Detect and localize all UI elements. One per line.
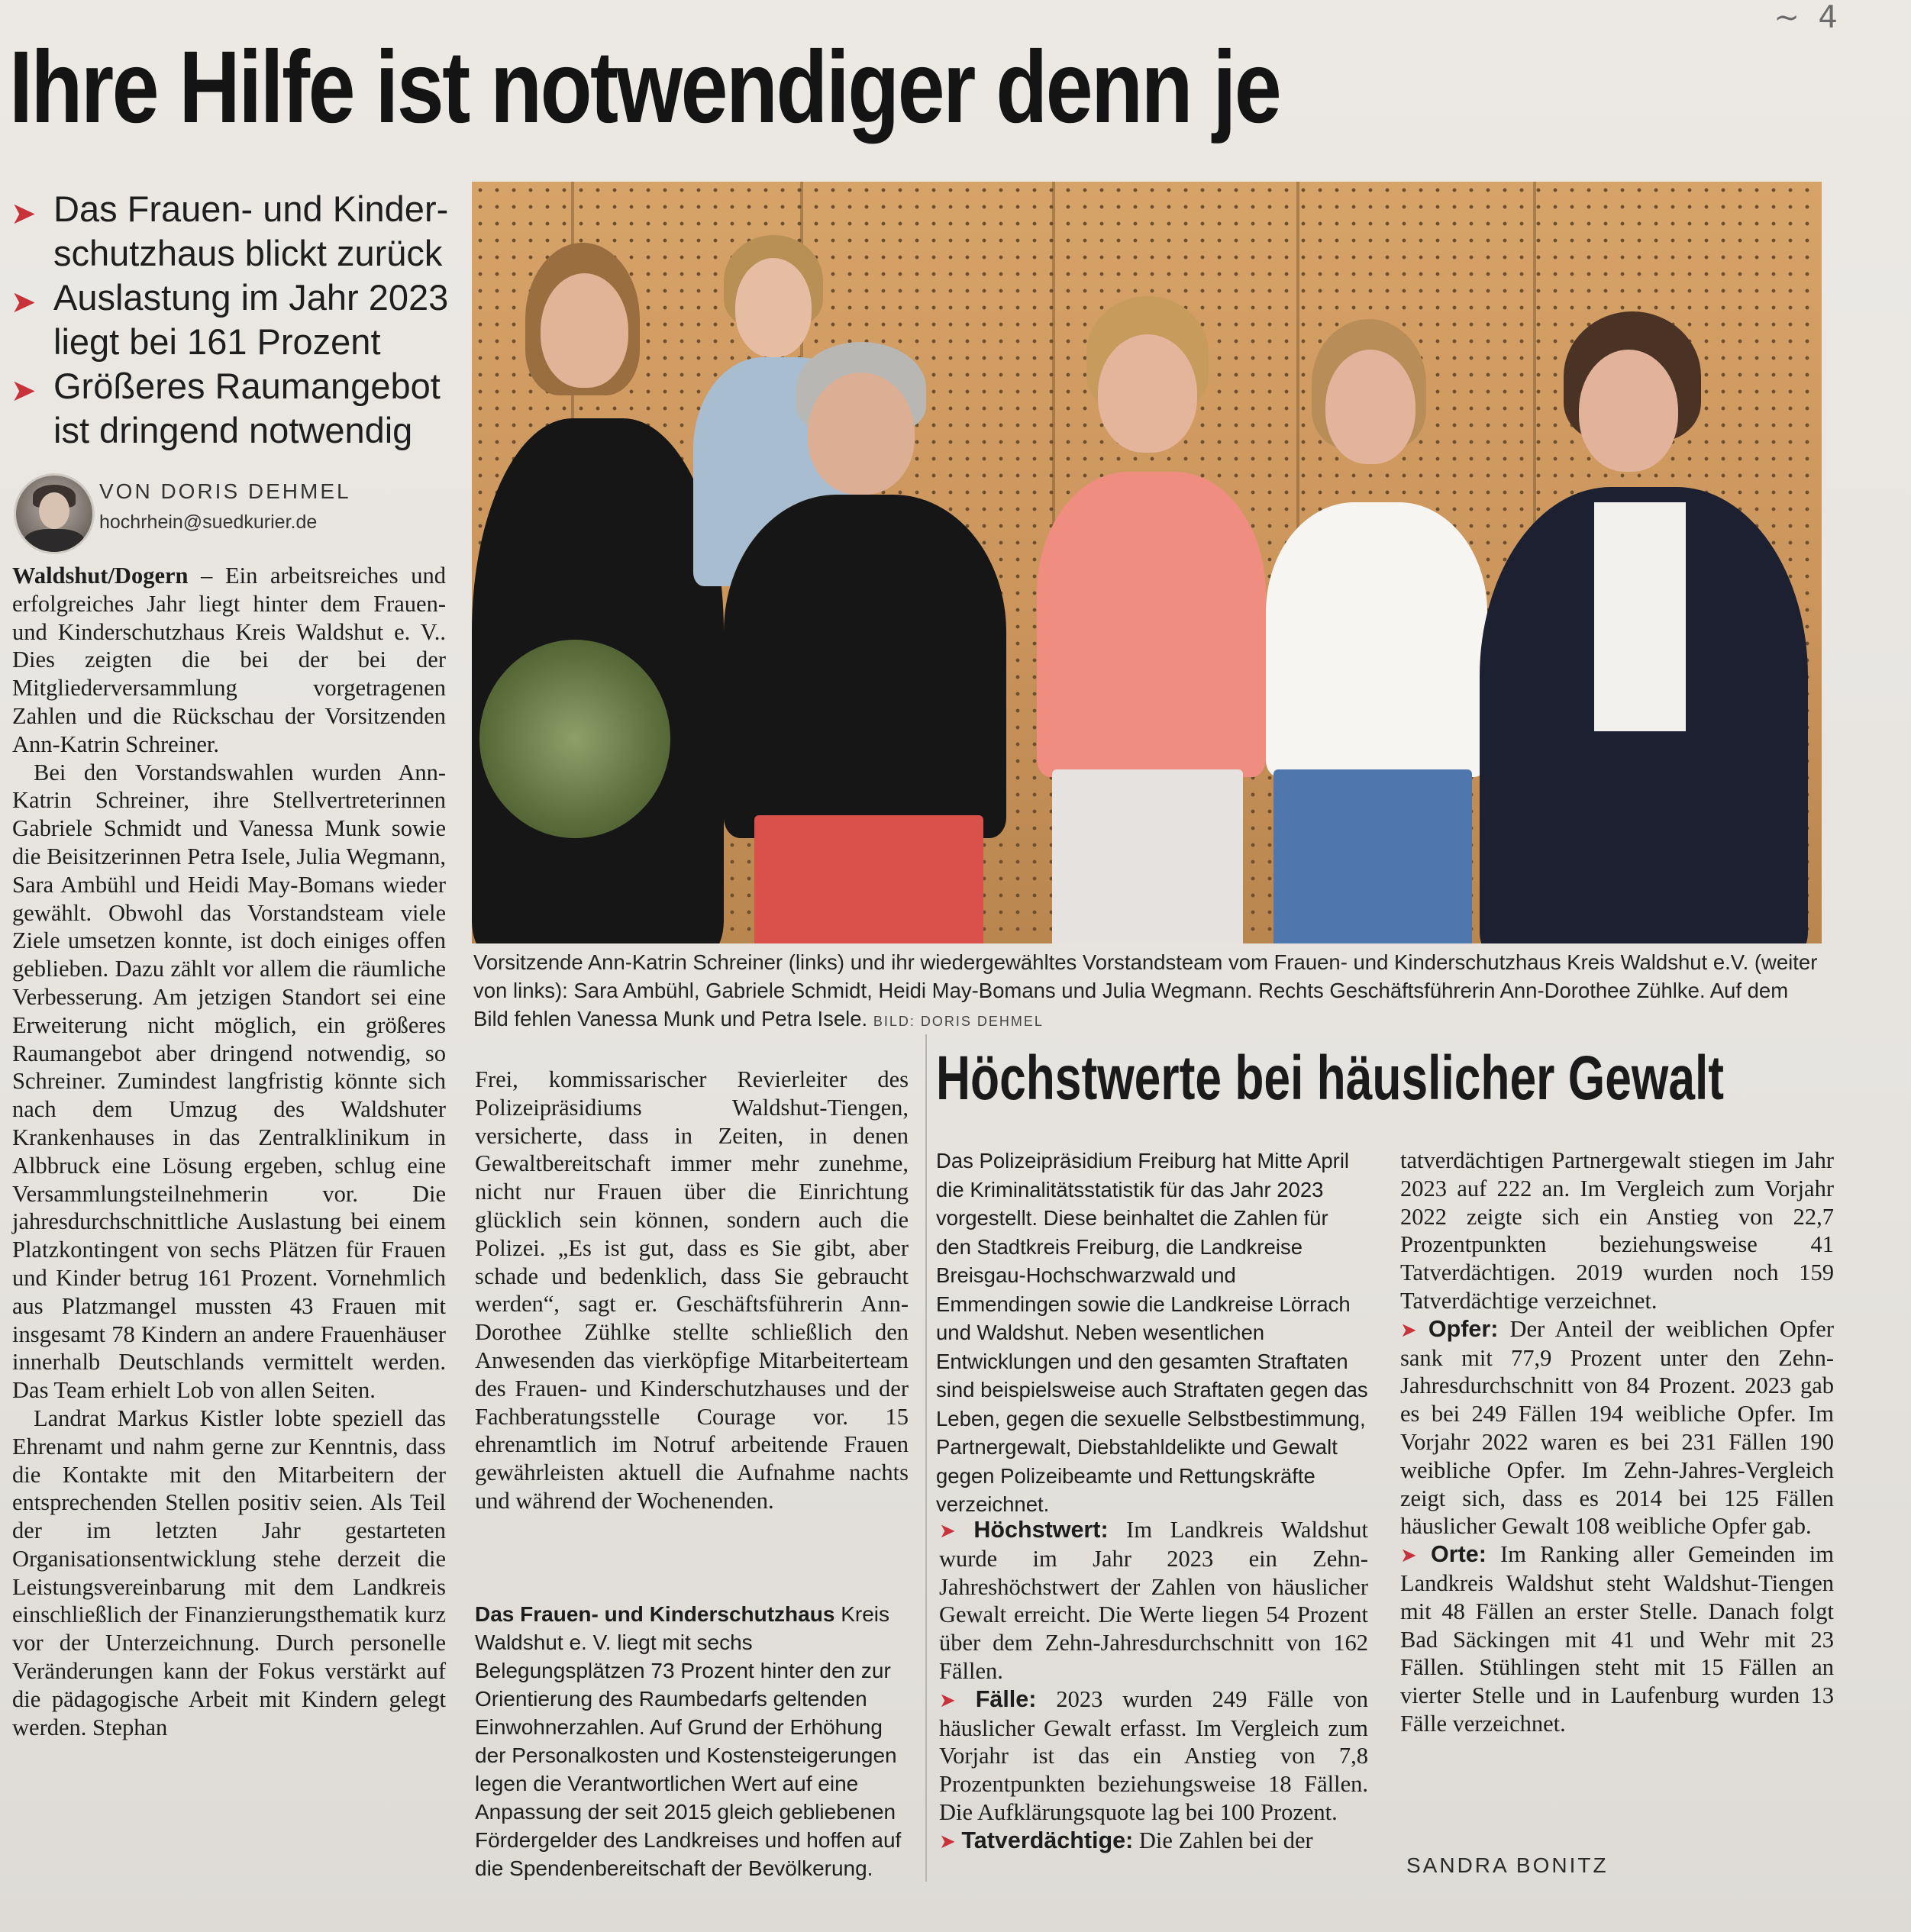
sidebar-intro: Das Polizeipräsidium Freiburg hat Mitte April die Kriminalitätsstatistik für das Jahr 2023 vorgestellt. Diese beinhaltet die Zahlen für den Stadtkreis Freiburg, die Landkreise Breisgau-Hochschwarzwald und Emmendingen sowie die Landkreise Lörrach und Waldshut. Neben wesentlichen Entwicklungen und den gesamten Straftaten sind beispielsweise auch Straftaten gegen das Leben, gegen die sexuelle Selbstbestimmung, Partnergewalt, Diebstahldelikte und Gewalt gegen Polizeibeamte und Rettungskräfte verzeichnet. (936, 1149, 1368, 1516)
arrow-icon: ➤ (1400, 1543, 1417, 1567)
arrow-icon: ➤ (1400, 1318, 1417, 1341)
author-avatar (14, 473, 95, 554)
article-headline: Ihre Hilfe ist notwendiger denn je (9, 31, 1280, 144)
byline-email: hochrhein@suedkurier.de (99, 511, 318, 533)
paragraph: tatverdächtigen Partnergewalt stiegen im Jahr 2023 auf 222 an. Im Vergleich zum Vorjahr 2022 zeigte sich ein Anstieg von 22,7 Prozentpunkten beziehungsweise 41 Tatverdächtigen. 2019 wurden noch 159 Tatverdächtige verzeichnet. (1400, 1147, 1834, 1314)
sidebar-author: SANDRA BONITZ (1406, 1853, 1609, 1877)
arrow-icon: ➤ (939, 1829, 956, 1853)
sidebar-column-1-items (939, 1516, 1368, 1856)
byline-name: VON DORIS DEHMEL (99, 479, 351, 503)
paragraph: Frei, kommissarischer Revierleiter des Polizeipräsidiums Waldshut-Tiengen, versicherte, dass in Zeiten, in denen Gewaltbereitschaft immer mehr zunehme, nicht nur Frauen über die Einrichtung glücklich sein können, sondern auch die Polizei. „Es ist gut, dass es Sie gibt, aber schade und bedenklich, dass Sie gebraucht werden“, sagt er. Geschäftsführerin Ann-Dorothee Zühlke stellte schließlich den Anwesenden das vierköpfige Mitarbeiterteam des Frauen- und Kinderschutzhauses und der Fachberatungsstelle Courage vor. 15 ehrenamtlich im Notruf arbeitende Frauen gewährleisten aktuell die Aufnahme nachts und während der Wochenenden. (475, 1066, 909, 1514)
fact-item: ➤ Tatverdächtige: Die Zahlen bei der (939, 1827, 1313, 1853)
fact-item: ➤ Orte: Im Ranking aller Gemeinden im Landkreis Waldshut steht Waldshut-Tiengen mit 48 Fällen an erster Stelle. Danach folgt Bad Säckingen mit 41 und Wehr mit 23 Fällen. Stühlingen steht mit 15 Fällen an vierter Stelle und in Laufenburg wurden 13 Fälle verzeichnet. (1400, 1541, 1834, 1737)
paragraph: Bei den Vorstandswahlen wurden Ann-Katrin Schreiner, ihre Stellvertreterinnen Gabriele Schmidt und Vanessa Munk sowie die Beisitzerinnen Petra Isele, Julia Wegmann, Sara Ambühl und Heidi May-Bomans wieder gewählt. Obwohl das Vorstandsteam viele Ziele umsetzen konnte, ist doch einiges offen geblieben. Dazu zählt vor allem die räumliche Verbesserung. Am jetzigen Standort sei eine Erweiterung nicht möglich, ein größeres Raumangebot aber dringend notwendig, so Schreiner. Zumindest langfristig könnte sich nach dem Umzug des Waldshuter Krankenhauses in das Zentralklinikum in Albbruck eine Lösung ergeben, schlug eine Versammlungsteilnehmerin vor. Die jahresdurchschnittliche Auslastung bei einem Platzkontingent von sechs Plätzen für Frauen und Kinder betrug 161 Prozent. Vornehmlich aus Platzmangel mussten 43 Frauen mit insgesamt 78 Kindern an andere Frauenhäuser innerhalb Deutschlands vermittelt werden. Das Team erhielt Lob von allen Seiten. (12, 759, 446, 1404)
article-column-2 (475, 1066, 909, 1515)
teaser-bullets (11, 187, 461, 453)
fact-item: ➤ Fälle: 2023 wurden 249 Fälle von häuslicher Gewalt erfasst. Im Vergleich zum Vorjahr ist das ein Anstieg von 7,8 Prozentpunkten beziehungsweise 18 Fällen. Die Aufklärungsquote lag bei 100 Prozent. (939, 1685, 1369, 1825)
fact-item: ➤ Opfer: Der Anteil der weiblichen Opfer sank mit 77,9 Prozent unter den Zehn-Jahresdurchschnitt von 84 Prozent. 2023 gab es bei 249 Fällen 194 weibliche Opfer. Im Vorjahr 2022 waren es bei 231 Fällen 190 weibliche Opfer. Im Zehn-Jahres-Vergleich zeigt sich, dass es 2014 bei 125 Fällen häuslicher Gewalt 108 weibliche Opfer gab. (1400, 1315, 1835, 1540)
dateline: Waldshut/Dogern (12, 563, 189, 589)
arrow-icon: ➤ (11, 285, 37, 319)
photo-credit: BILD: DORIS DEHMEL (873, 1014, 1044, 1029)
teaser-bullet: ➤ Auslastung im Jahr 2023 liegt bei 161 Prozent (11, 277, 449, 362)
paragraph: Landrat Markus Kistler lobte speziell das Ehrenamt und nahm gerne zur Kenntnis, dass die Kontakte mit den Mitarbeitern der entsprechenden Stellen positiv seien. Als Teil der im letzten Jahr gestarteten Organisationsentwicklung stehe derzeit die Leistungsvereinbarung mit dem Landkreis einschließlich der Finanzierungsthematik kurz vor der Unterzeichnung. Durch personelle Veränderungen kann der Fokus verstärkt auf die pädagogische Arbeit mit Kindern gelegt werden. Stephan (12, 1405, 446, 1740)
byline (14, 473, 464, 550)
sidebar-headline: Höchstwerte bei häuslicher Gewalt (936, 1043, 1725, 1113)
infobox-text: Kreis Waldshut e. V. liegt mit sechs Belegungsplätzen 73 Prozent hinter den zur Orientierung des Raumbedarfs geltenden Einwohnerzahlen. Auf Grund der Erhöhung der Personalkosten und Kostensteigerungen legen die Verantwortlichen Wert auf eine Anpassung der seit 2015 gleich gebliebenen Fördergelder des Landkreises und hoffen auf die Spendenbereitschaft der Bevölkerung. (475, 1602, 902, 1880)
fact-item: ➤ Höchstwert: Im Landkreis Waldshut wurde im Jahr 2023 ein Zehn-Jahreshöchstwert der Zahlen von häuslicher Gewalt erreicht. Die Werte liegen 54 Prozent über dem Zehn-Jahresdurchschnitt von 162 Fällen. (939, 1517, 1369, 1684)
article-column-1 (12, 562, 446, 1741)
teaser-bullet: ➤ Größeres Raumangebot ist dringend notwendig (11, 366, 441, 450)
arrow-icon: ➤ (11, 374, 37, 408)
column-divider (925, 1034, 927, 1882)
infobox-lead: Das Frauen- und Kinderschutzhaus (475, 1602, 835, 1626)
sidebar-column-2 (1400, 1147, 1834, 1738)
handwritten-mark: ~ 4 (1774, 0, 1842, 35)
group-photo (472, 182, 1822, 943)
photo-caption: Vorsitzende Ann-Katrin Schreiner (links) und ihr wiedergewähltes Vorstandsteam vom Frauen- und Kinderschutzhaus Kreis Waldshut e.V. (weiter von links): Sara Ambühl, Gabriele Schmidt, Heidi May-Bomans und Julia Wegmann. Rechts Geschäftsführerin Ann-Dorothee Zühlke. Auf dem Bild fehlen Vanessa Munk und Petra Isele. BILD: DORIS DEHMEL (473, 950, 1818, 1031)
arrow-icon: ➤ (939, 1688, 956, 1711)
arrow-icon: ➤ (11, 197, 37, 231)
teaser-bullet: ➤ Das Frauen- und Kinder-schutzhaus blickt zurück (11, 189, 449, 273)
paragraph: Waldshut/Dogern – Ein arbeitsreiches und erfolgreiches Jahr liegt hinter dem Frauen- und Kinderschutzhaus Kreis Waldshut e. V.. Dies zeigten die bei der bei der Mitgliederversammlung vorgetragenen Zahlen und die Rückschau der Vorsitzenden Ann-Katrin Schreiner. (12, 563, 447, 757)
infobox (475, 1600, 909, 1882)
arrow-icon: ➤ (939, 1519, 956, 1542)
sidebar-column-1 (936, 1147, 1368, 1519)
